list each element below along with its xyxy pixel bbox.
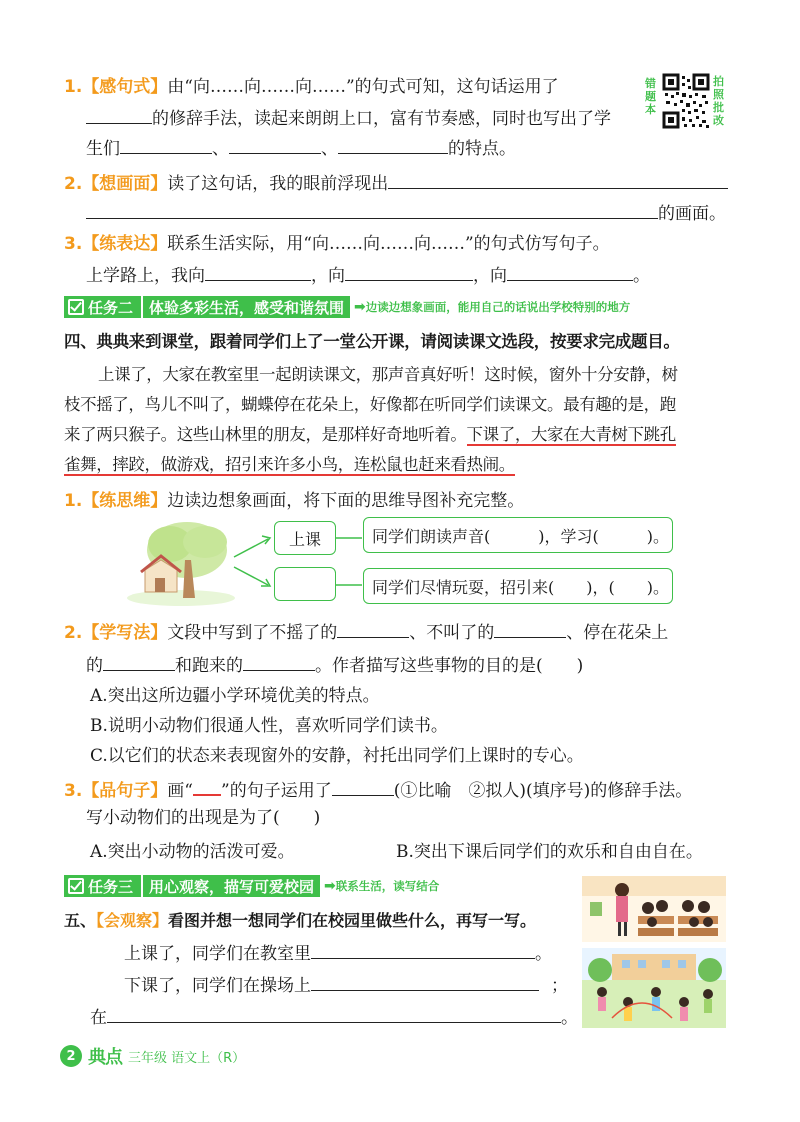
passage-line3a: 来了两只猴子。这些山林里的朋友，是那样好奇地听着。 <box>64 425 467 444</box>
q4-3-tag: 【品句子】 <box>82 781 168 801</box>
q1-line1 <box>64 75 559 99</box>
q3-blank-a[interactable] <box>205 262 311 281</box>
q2-text2: 的画面。 <box>658 204 726 224</box>
q4-2-number: 2. <box>64 623 83 643</box>
section5-end2: ； <box>551 976 568 996</box>
task3-banner <box>64 875 439 897</box>
section5-tag: 【会观察】 <box>96 911 169 930</box>
q4-2-blank-3[interactable] <box>103 652 175 671</box>
q4-2-text1a: 文段中写到了不摇了的 <box>167 623 338 643</box>
q1-blank-a[interactable] <box>120 135 212 154</box>
section5-heading <box>64 909 536 933</box>
q4-2-blank-4[interactable] <box>243 652 315 671</box>
task3-hint: 联系生活，读写结合 <box>335 879 440 893</box>
q1-blank-b[interactable] <box>229 135 321 154</box>
q4-3-red-underline-sample <box>193 780 221 796</box>
q1-blank-rhetoric[interactable] <box>86 105 152 124</box>
q4-2-text1b: 、不叫了的 <box>409 623 495 643</box>
q4-2-option-c[interactable]: C.以它们的状态来表现窗外的安静，衬托出同学们上课时的专心。 <box>90 746 584 766</box>
q4-3-line1 <box>64 777 692 803</box>
section5-heading-text: 看图并想一想同学们在校园里做些什么，再写一写。 <box>168 911 537 930</box>
mindmap-box-break-detail[interactable]: 同学们尽情玩耍，招引来( )，( )。 <box>363 568 673 604</box>
q4-3-blank-1[interactable] <box>332 777 394 796</box>
arrow-right-icon: ➡ <box>324 878 336 894</box>
section5-end1: 。 <box>535 944 552 964</box>
mindmap-box-class: 上课 <box>274 521 336 555</box>
section5-text1: 上课了，同学们在教室里 <box>124 944 311 964</box>
q1-tag: 【感句式】 <box>82 77 168 97</box>
section5-line1 <box>124 940 552 966</box>
passage-line2: 枝不摇了，鸟儿不叫了，蝴蝶停在花朵上，好像都在听同学们读课文。最有趣的是，跑 <box>64 395 676 414</box>
section5-line3 <box>90 1004 578 1030</box>
qr-code-icon[interactable] <box>662 73 710 129</box>
q4-3-text1a: 画“ <box>167 781 193 801</box>
passage-line4 <box>64 450 736 480</box>
q4-1-line <box>64 489 524 513</box>
qr-block <box>645 73 725 133</box>
section5-blank-2[interactable] <box>311 972 539 991</box>
q4-1-tag: 【练思维】 <box>82 491 168 511</box>
q3-text2d: 。 <box>633 266 650 286</box>
q1-sep2: 、 <box>321 139 338 159</box>
q1-text1: 由“向……向……向……”的句式可知，这句话运用了 <box>167 77 559 97</box>
q2-number: 2. <box>64 174 83 194</box>
q3-line1 <box>64 232 610 256</box>
q4-2-blank-1[interactable] <box>337 619 409 638</box>
section5-end3: 。 <box>561 1008 578 1028</box>
section5-prefix: 五、 <box>64 911 97 930</box>
q2-blank-1[interactable] <box>388 170 728 189</box>
q1-text3a: 生们 <box>86 139 120 159</box>
q1-line2 <box>86 105 611 131</box>
q3-text2c: ，向 <box>473 266 507 286</box>
arrow-right-icon: ➡ <box>354 299 366 315</box>
task2-label: 任务二 <box>88 298 134 317</box>
q1-line3 <box>86 135 516 161</box>
q1-number: 1. <box>64 77 83 97</box>
tree-illustration <box>125 520 237 608</box>
passage <box>64 360 736 480</box>
q4-2-text2c: 。作者描写这些事物的目的是( ) <box>315 656 584 676</box>
classroom-illustration <box>582 876 726 942</box>
q4-2-line2 <box>86 652 583 678</box>
q4-2-option-b[interactable]: B.说明小动物们很通人性，喜欢听同学们读书。 <box>90 716 448 736</box>
q3-text2a: 上学路上，我向 <box>86 266 205 286</box>
q1-sep1: 、 <box>212 139 229 159</box>
playground-illustration <box>582 948 726 1028</box>
section5-text2: 下课了，同学们在操场上 <box>124 976 311 996</box>
qr-right-label: 拍照批改 <box>713 75 724 127</box>
passage-underlined-1: 下课了，大家在大青树下跳孔 <box>466 425 676 444</box>
checkbox-icon <box>68 299 84 315</box>
mindmap-box-class-detail[interactable]: 同学们朗读声音( )，学习( )。 <box>363 517 673 553</box>
q4-3-number: 3. <box>64 781 83 801</box>
q4-1-number: 1. <box>64 491 83 511</box>
q3-blank-c[interactable] <box>507 262 633 281</box>
q4-3-option-b[interactable]: B.突出下课后同学们的欢乐和自由自在。 <box>396 842 703 862</box>
q3-text2b: ，向 <box>311 266 345 286</box>
q1-blank-c[interactable] <box>338 135 448 154</box>
q3-text1: 联系生活实际，用“向……向……向……”的句式仿写句子。 <box>167 234 610 254</box>
checkbox-icon <box>68 878 84 894</box>
q4-2-text2b: 和跑来的 <box>175 656 243 676</box>
q2-line2 <box>86 200 726 226</box>
q1-text3d: 的特点。 <box>448 139 516 159</box>
q4-2-tag: 【学写法】 <box>82 623 168 643</box>
q4-3-text1c: (①比喻 ②拟人)(填序号)的修辞手法。 <box>393 781 693 801</box>
task2-hint: 边读边想象画面，能用自己的话说出学校特别的地方 <box>365 300 631 314</box>
q4-3-line2: 写小动物们的出现是为了( ) <box>86 808 321 828</box>
q2-text1: 读了这句话，我的眼前浮现出 <box>167 174 389 194</box>
q4-2-option-a[interactable]: A.突出这所边疆小学环境优美的特点。 <box>90 686 380 706</box>
passage-line3 <box>64 420 736 450</box>
task2-title: 体验多彩生活，感受和谐氛围 <box>141 296 350 318</box>
passage-line1: 上课了，大家在教室里一起朗读课文，那声音真好听！这时候，窗外十分安静，树 <box>98 365 678 384</box>
section5-text3: 在 <box>90 1008 107 1028</box>
section4-heading: 四、典典来到课堂，跟着同学们上了一堂公开课，请阅读课文选段，按要求完成题目。 <box>64 332 680 351</box>
brand-logo: 典点 <box>88 1047 122 1068</box>
q3-line2 <box>86 262 650 288</box>
mindmap-box-blank[interactable] <box>274 567 336 601</box>
task2-banner <box>64 296 630 318</box>
section5-blank-3[interactable] <box>107 1004 561 1023</box>
q4-3-text1b: ”的句子运用了 <box>221 781 332 801</box>
task3-title: 用心观察，描写可爱校园 <box>141 875 320 897</box>
q2-tag: 【想画面】 <box>82 174 168 194</box>
page-number: 2 <box>60 1045 82 1067</box>
task3-label: 任务三 <box>88 877 134 896</box>
q4-2-line1 <box>64 619 668 645</box>
q4-2-blank-2[interactable] <box>494 619 566 638</box>
section5-line2 <box>124 972 568 998</box>
q4-2-text2a: 的 <box>86 656 103 676</box>
q3-blank-b[interactable] <box>345 262 473 281</box>
q1-text2: 的修辞手法，读起来朗朗上口，富有节奏感，同时也写出了学 <box>152 109 611 129</box>
q4-3-option-a[interactable]: A.突出小动物的活泼可爱。 <box>90 842 295 862</box>
q3-number: 3. <box>64 234 83 254</box>
task3-label-box <box>64 875 141 897</box>
q4-1-text: 边读边想象画面，将下面的思维导图补充完整。 <box>167 491 525 511</box>
passage-underlined-2: 雀舞，摔跤，做游戏，招引来许多小鸟，连松鼠也赶来看热闹。 <box>64 455 515 474</box>
q4-2-text1c: 、停在花朵上 <box>566 623 669 643</box>
grade-label: 三年级 语文上（R） <box>128 1050 246 1066</box>
q3-tag: 【练表达】 <box>82 234 168 254</box>
q2-blank-2[interactable] <box>86 200 658 219</box>
task2-label-box <box>64 296 141 318</box>
section5-blank-1[interactable] <box>311 940 535 959</box>
qr-left-label: 错题本 <box>645 77 656 116</box>
page-footer <box>60 1043 245 1069</box>
q2-line1 <box>64 170 728 196</box>
